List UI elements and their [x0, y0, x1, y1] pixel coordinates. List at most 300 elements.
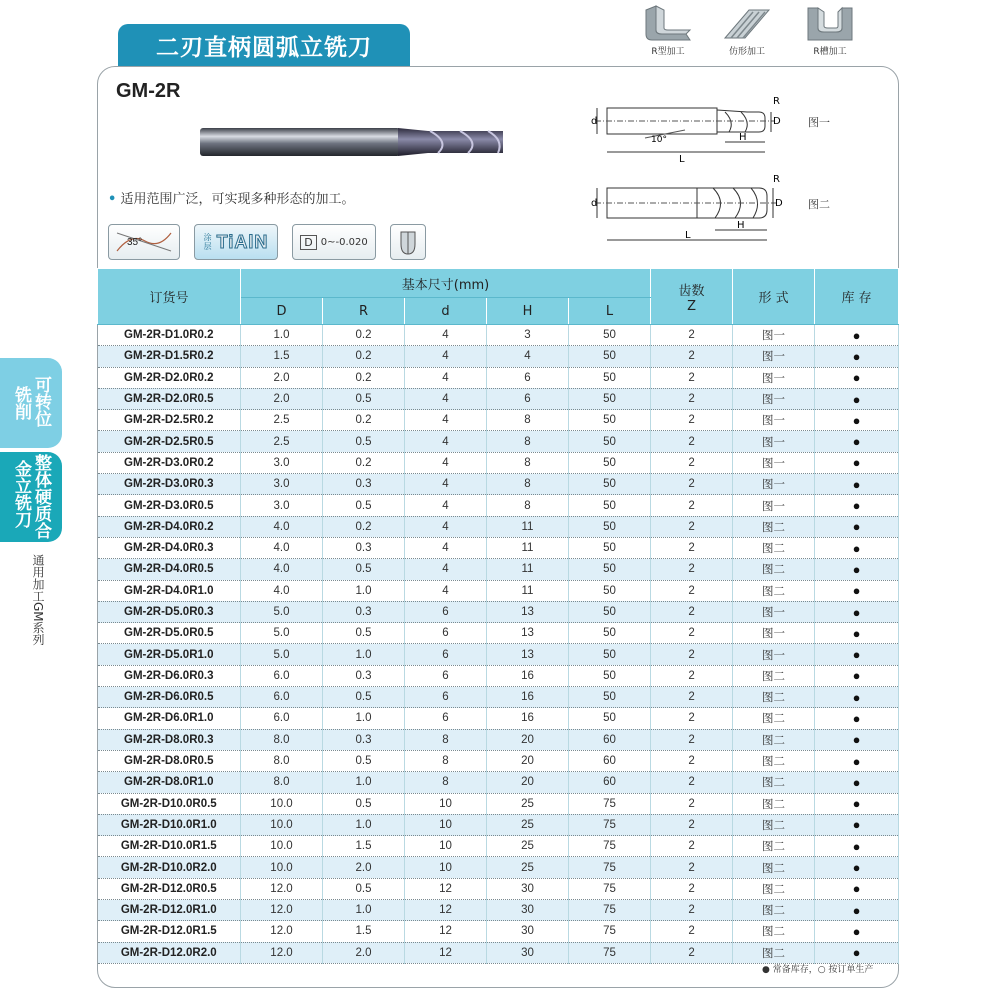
order-code-cell: GM-2R-D3.0R0.3	[98, 474, 241, 495]
stock-dot-cell: ●	[815, 857, 899, 878]
footnote: ● 常备库存，○ 按订单生产	[762, 965, 874, 975]
table-row	[98, 431, 899, 452]
order-code-cell: GM-2R-D10.0R1.5	[98, 836, 241, 857]
table-cell: 0.5	[323, 878, 405, 899]
table-cell: 50	[569, 687, 651, 708]
table-cell: 10.0	[241, 857, 323, 878]
stock-dot-cell: ●	[815, 729, 899, 750]
table-cell: 2	[651, 772, 733, 793]
table-cell: 4	[405, 431, 487, 452]
table-cell: 60	[569, 750, 651, 771]
table-cell: 50	[569, 388, 651, 409]
table-row	[98, 857, 899, 878]
table-cell: 6	[405, 623, 487, 644]
coating-name: TiAlN	[216, 231, 269, 252]
table-cell: 图二	[733, 878, 815, 899]
table-row	[98, 836, 899, 857]
page-title: 二刃直柄圆弧立铣刀	[118, 24, 410, 66]
table-cell: 11	[487, 580, 569, 601]
table-cell: 0.5	[323, 431, 405, 452]
table-cell: 50	[569, 452, 651, 473]
helix-icon	[111, 227, 177, 257]
table-cell: 8	[487, 410, 569, 431]
table-cell: 8	[487, 495, 569, 516]
table-cell: 图一	[733, 388, 815, 409]
table-cell: 6	[487, 388, 569, 409]
table-cell: 图二	[733, 793, 815, 814]
table-cell: 10.0	[241, 793, 323, 814]
table-cell: 2	[651, 857, 733, 878]
table-cell: 2	[651, 687, 733, 708]
table-cell: 图二	[733, 836, 815, 857]
table-cell: 6	[405, 687, 487, 708]
table-row	[98, 559, 899, 580]
table-cell: 20	[487, 729, 569, 750]
table-cell: 50	[569, 516, 651, 537]
table-cell: 1.0	[323, 814, 405, 835]
table-row	[98, 367, 899, 388]
order-code-cell: GM-2R-D2.5R0.2	[98, 410, 241, 431]
drawing-figure-one	[585, 94, 785, 166]
order-code-cell: GM-2R-D4.0R0.3	[98, 537, 241, 558]
table-cell: 12.0	[241, 942, 323, 963]
stock-dot-cell: ●	[815, 410, 899, 431]
stock-dot-cell: ●	[815, 793, 899, 814]
table-cell: 图一	[733, 644, 815, 665]
order-code-cell: GM-2R-D5.0R0.5	[98, 623, 241, 644]
header-shape: 形 式	[733, 269, 815, 325]
table-cell: 2.0	[241, 367, 323, 388]
stock-dot-cell: ●	[815, 474, 899, 495]
table-row	[98, 793, 899, 814]
table-cell: 0.3	[323, 665, 405, 686]
table-cell: 25	[487, 836, 569, 857]
process-profile	[717, 4, 777, 57]
table-cell: 0.2	[323, 410, 405, 431]
dim-r: R	[773, 174, 780, 185]
table-cell: 50	[569, 410, 651, 431]
table-cell: 10.0	[241, 836, 323, 857]
table-cell: 2	[651, 495, 733, 516]
dim-d-upper: D	[773, 116, 781, 127]
table-cell: 图二	[733, 729, 815, 750]
table-cell: 50	[569, 708, 651, 729]
helix-angle-value: 35°	[127, 237, 143, 248]
order-code-cell: GM-2R-D4.0R1.0	[98, 580, 241, 601]
table-row	[98, 410, 899, 431]
dim-d-lower: d	[591, 116, 598, 127]
table-cell: 4	[405, 495, 487, 516]
stock-dot-cell: ●	[815, 516, 899, 537]
table-cell: 0.5	[323, 559, 405, 580]
table-cell: 图二	[733, 708, 815, 729]
dim-r: R	[773, 96, 780, 107]
table-cell: 4	[405, 367, 487, 388]
header-col-h: H	[487, 298, 569, 325]
feature-description: 适用范围广泛，可实现多种形态的加工。	[120, 192, 355, 207]
header-teeth-label: 齿数	[678, 283, 705, 299]
table-cell: 12.0	[241, 921, 323, 942]
tolerance-badge	[292, 224, 376, 260]
order-code-cell: GM-2R-D10.0R1.0	[98, 814, 241, 835]
dim-d-upper: D	[775, 198, 783, 209]
table-cell: 10	[405, 814, 487, 835]
ball-end-icon	[395, 228, 421, 256]
table-cell: 5.0	[241, 644, 323, 665]
table-cell: 图一	[733, 325, 815, 346]
dim-l: L	[685, 230, 691, 241]
table-cell: 12	[405, 942, 487, 963]
table-cell: 3.0	[241, 474, 323, 495]
table-cell: 1.0	[323, 580, 405, 601]
dim-h: H	[737, 220, 745, 231]
table-cell: 2	[651, 410, 733, 431]
table-cell: 0.2	[323, 367, 405, 388]
order-code-cell: GM-2R-D5.0R1.0	[98, 644, 241, 665]
side-tab-text: 可转位	[31, 376, 51, 427]
table-cell: 50	[569, 367, 651, 388]
table-row	[98, 772, 899, 793]
table-cell: 8	[487, 431, 569, 452]
table-cell: 图二	[733, 900, 815, 921]
process-label: R槽加工	[813, 47, 847, 57]
table-cell: 图二	[733, 580, 815, 601]
tolerance-value: 0~-0.020	[320, 236, 368, 248]
header-col-r: R	[323, 298, 405, 325]
table-cell: 30	[487, 878, 569, 899]
stock-dot-cell: ●	[815, 921, 899, 942]
side-tab-indexable-milling[interactable]	[0, 358, 62, 448]
table-cell: 4.0	[241, 559, 323, 580]
table-row	[98, 644, 899, 665]
model-name: GM-2R	[116, 80, 181, 102]
tolerance-symbol: D	[300, 235, 316, 250]
table-cell: 2.5	[241, 410, 323, 431]
table-cell: 50	[569, 537, 651, 558]
table-cell: 0.3	[323, 729, 405, 750]
table-cell: 60	[569, 772, 651, 793]
stock-dot-cell: ●	[815, 750, 899, 771]
table-cell: 1.0	[323, 772, 405, 793]
table-cell: 50	[569, 346, 651, 367]
table-cell: 2	[651, 559, 733, 580]
table-cell: 12	[405, 900, 487, 921]
stock-dot-cell: ●	[815, 708, 899, 729]
table-cell: 图二	[733, 772, 815, 793]
table-cell: 2	[651, 537, 733, 558]
table-cell: 2	[651, 750, 733, 771]
table-cell: 8.0	[241, 750, 323, 771]
table-cell: 75	[569, 942, 651, 963]
table-row	[98, 878, 899, 899]
order-code-cell: GM-2R-D8.0R0.5	[98, 750, 241, 771]
side-tab-text: 铣削	[11, 386, 31, 420]
side-tab-text: 整体硬质合	[31, 454, 51, 539]
table-cell: 1.5	[241, 346, 323, 367]
table-cell: 50	[569, 665, 651, 686]
table-row	[98, 750, 899, 771]
process-r-slot	[800, 4, 860, 57]
stock-dot-cell: ●	[815, 836, 899, 857]
order-code-cell: GM-2R-D12.0R0.5	[98, 878, 241, 899]
header-col-d-lower: d	[405, 298, 487, 325]
feature-text	[108, 188, 354, 207]
order-code-cell: GM-2R-D10.0R2.0	[98, 857, 241, 878]
stock-dot-cell: ●	[815, 388, 899, 409]
table-cell: 2	[651, 878, 733, 899]
table-cell: 50	[569, 623, 651, 644]
spec-badges	[108, 224, 426, 260]
stock-dot-cell: ●	[815, 495, 899, 516]
table-cell: 图二	[733, 857, 815, 878]
table-cell: 2	[651, 580, 733, 601]
table-cell: 16	[487, 687, 569, 708]
table-cell: 2.0	[241, 388, 323, 409]
order-code-cell: GM-2R-D5.0R0.3	[98, 601, 241, 622]
table-cell: 25	[487, 793, 569, 814]
order-code-cell: GM-2R-D4.0R0.2	[98, 516, 241, 537]
table-cell: 2	[651, 708, 733, 729]
table-cell: 6.0	[241, 687, 323, 708]
table-cell: 4	[405, 516, 487, 537]
order-code-cell: GM-2R-D8.0R1.0	[98, 772, 241, 793]
table-row	[98, 516, 899, 537]
table-cell: 4	[487, 346, 569, 367]
order-code-cell: GM-2R-D6.0R0.3	[98, 665, 241, 686]
dim-l: L	[679, 154, 685, 165]
table-cell: 8.0	[241, 772, 323, 793]
table-row	[98, 729, 899, 750]
spec-table-body	[98, 325, 899, 964]
table-cell: 图二	[733, 921, 815, 942]
order-code-cell: GM-2R-D8.0R0.3	[98, 729, 241, 750]
order-code-cell: GM-2R-D1.5R0.2	[98, 346, 241, 367]
series-subtitle: 通用加工GM系列	[31, 554, 45, 646]
table-cell: 12.0	[241, 878, 323, 899]
bullet-icon: •	[108, 192, 117, 207]
table-cell: 图二	[733, 942, 815, 963]
table-cell: 2	[651, 942, 733, 963]
table-cell: 2	[651, 900, 733, 921]
table-cell: 0.5	[323, 388, 405, 409]
table-cell: 2	[651, 623, 733, 644]
order-code-cell: GM-2R-D2.0R0.2	[98, 367, 241, 388]
table-cell: 2	[651, 665, 733, 686]
table-cell: 0.3	[323, 601, 405, 622]
stock-dot-cell: ●	[815, 431, 899, 452]
order-code-cell: GM-2R-D12.0R2.0	[98, 942, 241, 963]
table-cell: 8.0	[241, 729, 323, 750]
table-cell: 2	[651, 367, 733, 388]
table-cell: 4	[405, 388, 487, 409]
table-cell: 75	[569, 900, 651, 921]
table-cell: 1.0	[323, 900, 405, 921]
process-label: 仿形加工	[728, 47, 765, 57]
table-cell: 30	[487, 942, 569, 963]
order-code-cell: GM-2R-D1.0R0.2	[98, 325, 241, 346]
table-cell: 13	[487, 623, 569, 644]
table-cell: 图一	[733, 495, 815, 516]
table-cell: 75	[569, 878, 651, 899]
order-code-cell: GM-2R-D3.0R0.5	[98, 495, 241, 516]
table-cell: 2	[651, 644, 733, 665]
table-cell: 图二	[733, 687, 815, 708]
stock-dot-cell: ●	[815, 814, 899, 835]
table-cell: 4	[405, 537, 487, 558]
table-cell: 25	[487, 857, 569, 878]
table-row	[98, 942, 899, 963]
dim-d-lower: d	[591, 198, 598, 209]
coating-label: 涂层	[203, 233, 212, 251]
table-row	[98, 814, 899, 835]
table-cell: 2	[651, 729, 733, 750]
table-cell: 5.0	[241, 623, 323, 644]
table-cell: 6.0	[241, 708, 323, 729]
table-row	[98, 537, 899, 558]
order-code-cell: GM-2R-D2.5R0.5	[98, 431, 241, 452]
stock-dot-cell: ●	[815, 942, 899, 963]
table-cell: 4	[405, 474, 487, 495]
table-cell: 2.0	[323, 942, 405, 963]
table-cell: 2	[651, 452, 733, 473]
table-cell: 图二	[733, 750, 815, 771]
coating-badge	[194, 224, 278, 260]
table-cell: 50	[569, 601, 651, 622]
table-cell: 1.5	[323, 921, 405, 942]
stock-dot-cell: ●	[815, 900, 899, 921]
table-cell: 12	[405, 921, 487, 942]
table-cell: 50	[569, 580, 651, 601]
stock-dot-cell: ●	[815, 665, 899, 686]
table-cell: 5.0	[241, 601, 323, 622]
dim-angle: 10°	[651, 135, 667, 145]
table-cell: 2	[651, 346, 733, 367]
table-row	[98, 921, 899, 942]
process-label: R型加工	[651, 47, 685, 57]
table-cell: 2	[651, 921, 733, 942]
table-cell: 10	[405, 793, 487, 814]
table-cell: 6	[405, 644, 487, 665]
table-cell: 6	[405, 601, 487, 622]
order-code-cell: GM-2R-D12.0R1.5	[98, 921, 241, 942]
table-cell: 75	[569, 814, 651, 835]
table-cell: 50	[569, 559, 651, 580]
table-cell: 12	[405, 878, 487, 899]
table-cell: 0.5	[323, 623, 405, 644]
table-cell: 图一	[733, 474, 815, 495]
side-tab-text: 金立铣刀	[11, 460, 31, 528]
table-cell: 20	[487, 750, 569, 771]
stock-dot-cell: ●	[815, 452, 899, 473]
table-row	[98, 325, 899, 346]
table-cell: 75	[569, 793, 651, 814]
table-cell: 11	[487, 537, 569, 558]
table-cell: 图一	[733, 623, 815, 644]
table-cell: 4	[405, 559, 487, 580]
stock-dot-cell: ●	[815, 367, 899, 388]
table-row	[98, 601, 899, 622]
table-cell: 6.0	[241, 665, 323, 686]
table-cell: 6	[405, 708, 487, 729]
table-cell: 2	[651, 388, 733, 409]
table-cell: 30	[487, 900, 569, 921]
table-cell: 10	[405, 857, 487, 878]
table-cell: 2	[651, 431, 733, 452]
figure-two-label: 图二	[808, 198, 830, 211]
table-cell: 2	[651, 793, 733, 814]
dim-h: H	[739, 132, 747, 143]
order-code-cell: GM-2R-D3.0R0.2	[98, 452, 241, 473]
table-cell: 13	[487, 601, 569, 622]
table-cell: 16	[487, 665, 569, 686]
table-cell: 3.0	[241, 495, 323, 516]
table-cell: 4.0	[241, 537, 323, 558]
table-cell: 图一	[733, 452, 815, 473]
table-cell: 13	[487, 644, 569, 665]
header-basic-dims: 基本尺寸(mm)	[241, 269, 651, 298]
side-tab-solid-carbide[interactable]	[0, 452, 62, 542]
table-row	[98, 665, 899, 686]
table-cell: 10	[405, 836, 487, 857]
table-cell: 8	[405, 729, 487, 750]
table-cell: 3.0	[241, 452, 323, 473]
corner-radius-badge	[390, 224, 426, 260]
table-cell: 2	[651, 601, 733, 622]
stock-dot-cell: ●	[815, 623, 899, 644]
table-cell: 6	[487, 367, 569, 388]
table-cell: 2.5	[241, 431, 323, 452]
r-slot-icon	[804, 4, 856, 42]
table-cell: 0.2	[323, 346, 405, 367]
table-cell: 3	[487, 325, 569, 346]
table-cell: 8	[487, 452, 569, 473]
table-cell: 图一	[733, 367, 815, 388]
stock-dot-cell: ●	[815, 325, 899, 346]
table-row	[98, 452, 899, 473]
table-cell: 25	[487, 814, 569, 835]
table-row	[98, 580, 899, 601]
table-cell: 图二	[733, 516, 815, 537]
stock-dot-cell: ●	[815, 601, 899, 622]
table-cell: 4	[405, 452, 487, 473]
table-cell: 2	[651, 814, 733, 835]
header-teeth	[651, 269, 733, 325]
table-cell: 4.0	[241, 580, 323, 601]
table-cell: 8	[405, 750, 487, 771]
table-cell: 2	[651, 474, 733, 495]
stock-dot-cell: ●	[815, 346, 899, 367]
header-stock: 库 存	[815, 269, 899, 325]
stock-dot-cell: ●	[815, 537, 899, 558]
r-groove-icon	[642, 4, 694, 42]
table-cell: 6	[405, 665, 487, 686]
table-cell: 11	[487, 516, 569, 537]
header-col-d-upper: D	[241, 298, 323, 325]
header-order-no: 订货号	[98, 269, 241, 325]
table-row	[98, 900, 899, 921]
table-cell: 0.5	[323, 495, 405, 516]
order-code-cell: GM-2R-D10.0R0.5	[98, 793, 241, 814]
table-cell: 0.5	[323, 687, 405, 708]
table-cell: 20	[487, 772, 569, 793]
table-cell: 50	[569, 644, 651, 665]
table-cell: 4	[405, 325, 487, 346]
drawing-figure-two	[585, 172, 785, 248]
table-cell: 0.3	[323, 537, 405, 558]
table-cell: 图二	[733, 559, 815, 580]
table-cell: 1.0	[323, 708, 405, 729]
table-cell: 75	[569, 857, 651, 878]
